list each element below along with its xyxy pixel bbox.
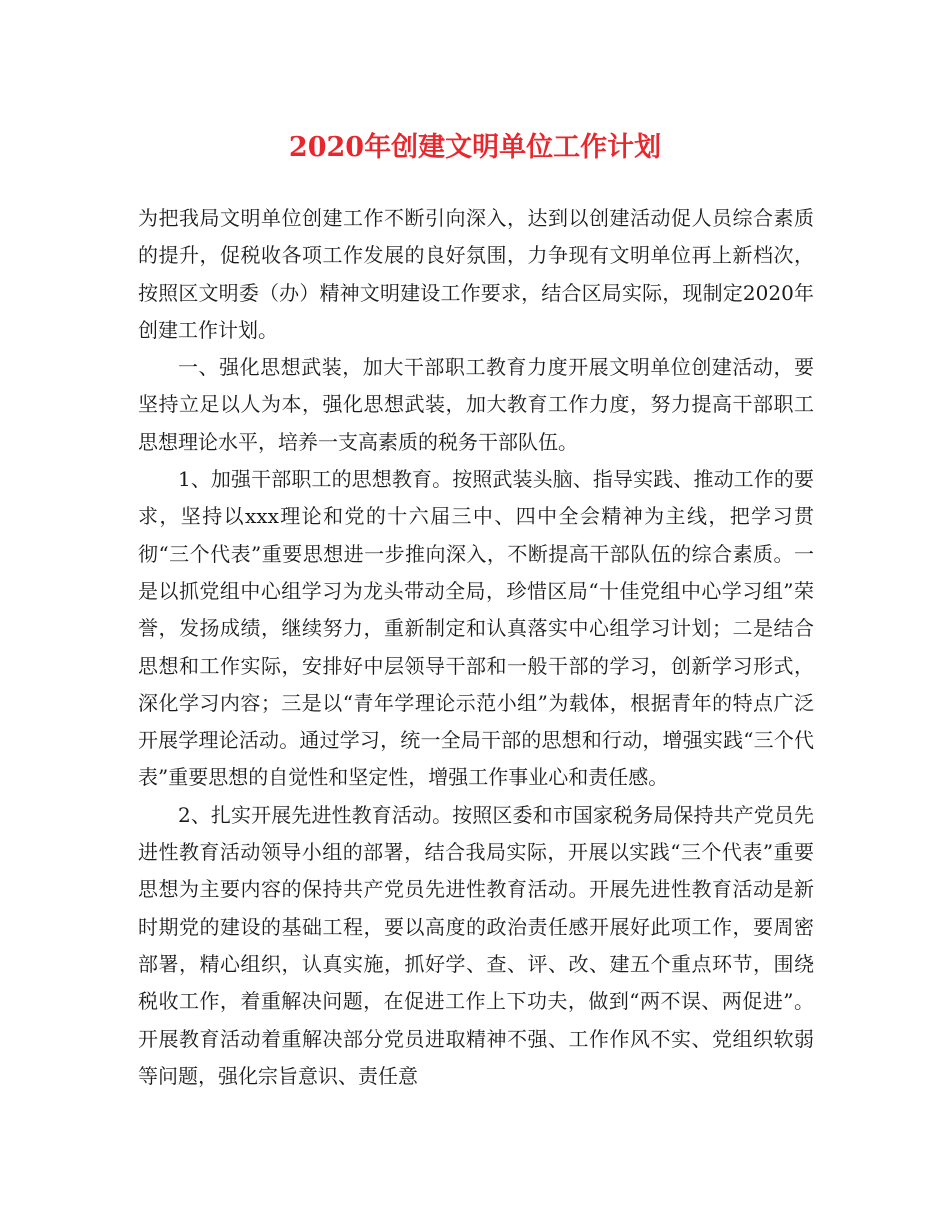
document-title: 2020年创建文明单位工作计划 xyxy=(288,132,662,163)
document-body xyxy=(138,200,814,1095)
paragraph-item-1: 1、加强干部职工的思想教育。按照武装头脑、指导实践、推动工作的要求，坚持以xxx理论和党的十六届三中、四中全会精神为主线，把学习贯彻“三个代表”重要思想进一步推向深入，不断提高干部队伍的综合素质。一是以抓党组中心组学习为龙头带动全局，珍惜区局“十佳党组中心学习组”荣誉，发扬成绩，继续努力，重新制定和认真落实中心组学习计划；二是结合思想和工作实际，安排好中层领导干部和一般干部的学习，创新学习形式，深化学习内容；三是以“青年学理论示范小组”为载体，根据青年的特点广泛开展学理论活动。通过学习，统一全局干部的思想和行动，增强实践“三个代表”重要思想的自觉性和坚定性，增强工作事业心和责任感。 xyxy=(138,467,814,790)
paragraph-intro: 为把我局文明单位创建工作不断引向深入，达到以创建活动促人员综合素质的提升，促税收各项工作发展的良好氛围，力争现有文明单位再上新档次，按照区文明委（办）精神文明建设工作要求，结合区局实际，现制定2020年创建工作计划。 xyxy=(138,206,814,342)
paragraph-item-2: 2、扎实开展先进性教育活动。按照区委和市国家税务局保持共产党员先进性教育活动领导小组的部署，结合我局实际，开展以实践“三个代表”重要思想为主要内容的保持共产党员先进性教育活动。开展先进性教育活动是新时期党的建设的基础工程，要以高度的政治责任感开展好此项工作，要周密部署，精心组织，认真实施，抓好学、查、评、改、建五个重点环节，围绕税收工作，着重解决问题，在促进工作上下功夫，做到“两不误、两促进”。开展教育活动着重解决部分党员进取精神不强、工作作风不实、党组织软弱等问题，强化宗旨意识、责任意 xyxy=(138,802,814,1088)
paragraph-section-1: 一、强化思想武装，加大干部职工教育力度开展文明单位创建活动，要坚持立足以人为本，强化思想武装，加大教育工作力度，努力提高干部职工思想理论水平，培养一支高素质的税务干部队伍。 xyxy=(138,355,814,454)
